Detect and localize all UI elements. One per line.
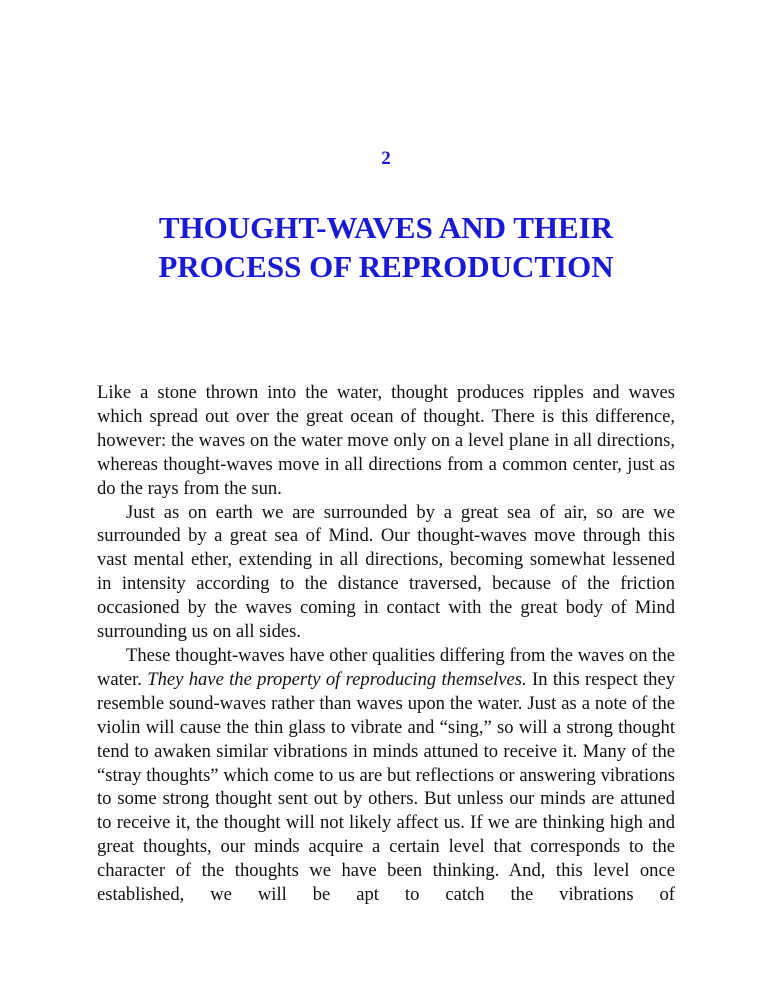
chapter-body <box>97 381 675 907</box>
paragraph-2: Just as on earth we are surrounded by a great sea of air, so are we surrounded by a great sea of Mind. Our thought-waves move through this vast mental ether, extending in all directions, becoming somewhat lessened in intensity according to the distance traversed, because of the friction occasioned by the waves coming in contact with the great body of Mind surrounding us on all sides. <box>97 501 675 643</box>
paragraph-1: Like a stone thrown into the water, thought produces ripples and waves which spread out over the great ocean of thought. There is this difference, however: the waves on the water move only on a level plane in all directions, whereas thought-waves move in all directions from a common center, just as do the rays from the sun. <box>97 382 675 499</box>
paragraph-3-emphasis: They have the property of reproducing themselves. <box>147 668 527 690</box>
paragraph-3-start: These thought-waves have other qualities differing from the waves on the water. <box>97 644 675 690</box>
chapter-title-line-2: PROCESS OF REPRODUCTION <box>158 249 614 284</box>
chapter-title <box>0 208 772 286</box>
paragraph-3 <box>97 644 675 907</box>
paragraph-3-end: In this respect they resemble sound-waves rather than waves upon the water. Just as a note of the violin will cause the thin glass to vibrate and “sing,” so will a strong thought tend to awaken similar vibrations in minds attuned to receive it. Many of the “stray thoughts” which come to us are but reflections or answering vibrations to some strong thought sent out by others. But unless our minds are attuned to receive it, the thought will not likely affect us. If we are thinking high and great thoughts, our minds acquire a certain level that corresponds to the character of the thoughts we have been thinking. And, this level once established, we will be apt to catch the vibrations of <box>97 668 676 906</box>
chapter-title-line-1: THOUGHT-WAVES AND THEIR <box>158 210 614 245</box>
chapter-number: 2 <box>381 148 391 169</box>
